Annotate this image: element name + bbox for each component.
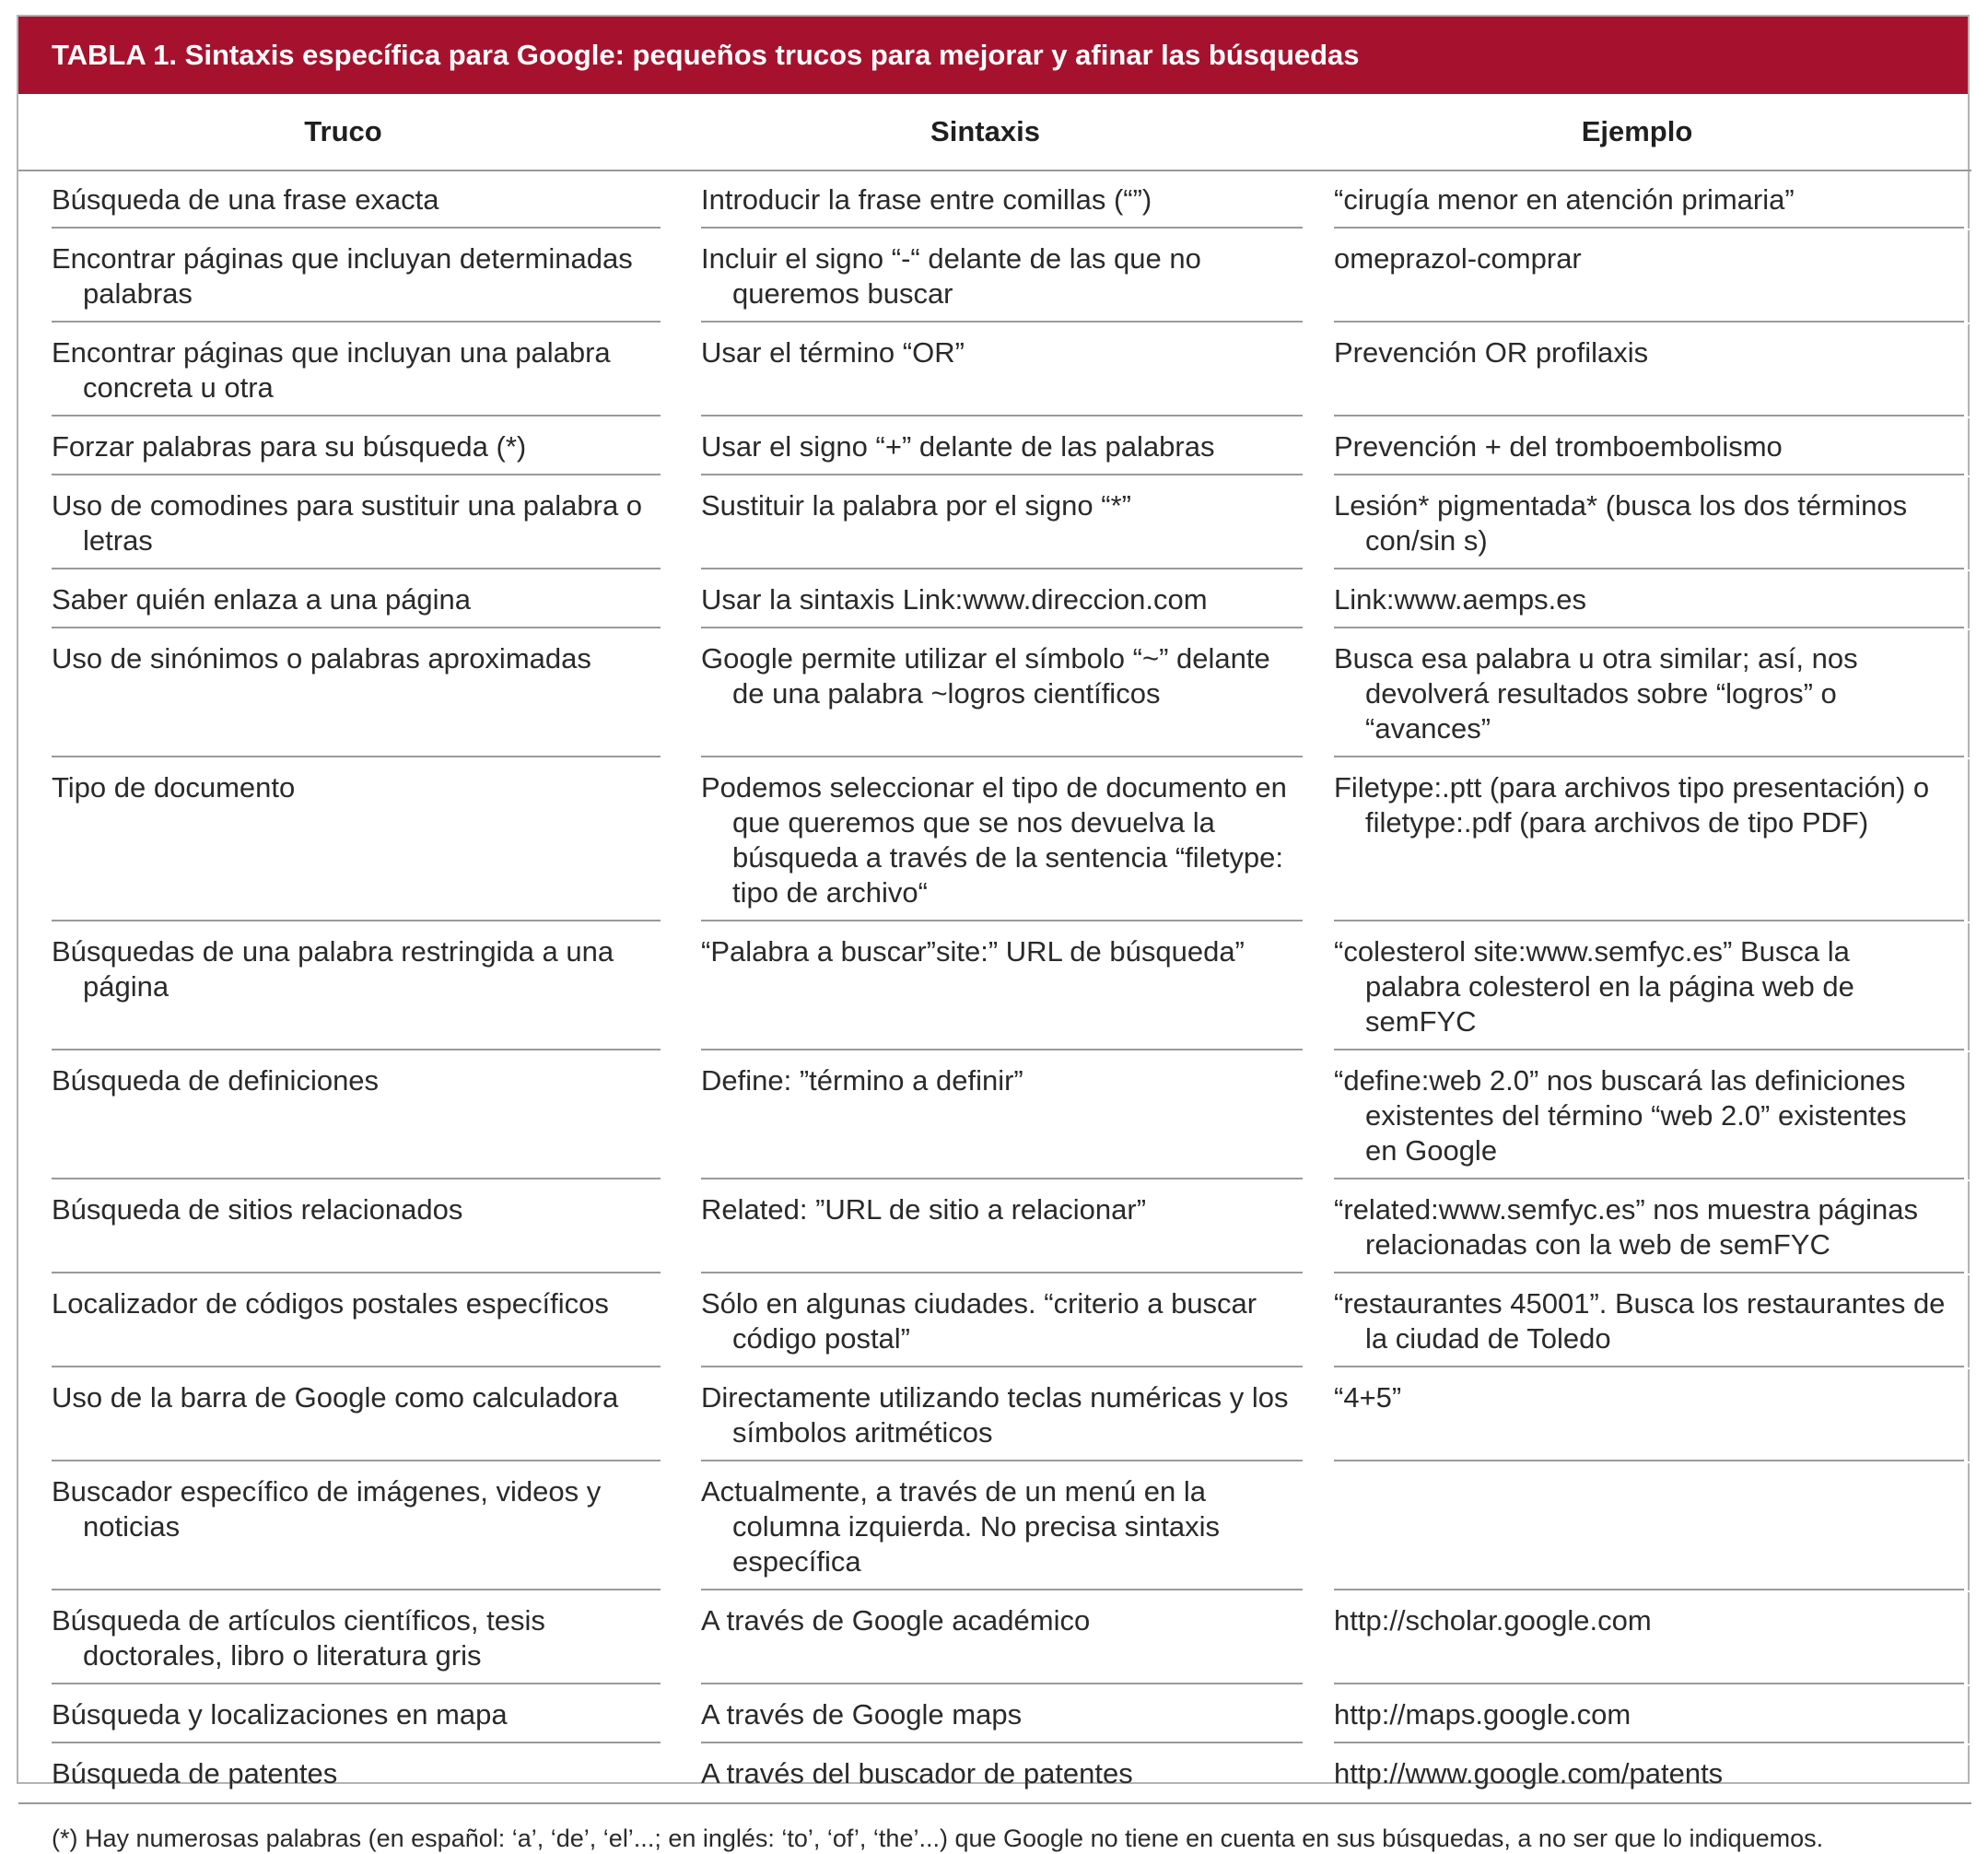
table-row	[18, 323, 1971, 417]
cell-truco-text: Buscador específico de imágenes, videos y noticias	[52, 1475, 602, 1543]
table-row	[18, 229, 1971, 323]
cell-sintaxis-text: Actualmente, a través de un menú en la columna izquierda. No precisa sintaxis específica	[701, 1475, 1220, 1578]
cell-sintaxis	[668, 1685, 1303, 1744]
cell-sintaxis	[668, 1180, 1303, 1274]
cell-sintaxis-text: Define: ”término a definir”	[701, 1064, 1023, 1097]
cell-truco-text: Búsquedas de una palabra restringida a una página	[52, 935, 614, 1003]
cell-sintaxis-text: Incluir el signo “-“ delante de las que no queremos buscar	[701, 242, 1201, 310]
table-row	[18, 1744, 1971, 1803]
cell-ejemplo-text: http://scholar.google.com	[1334, 1604, 1652, 1637]
cell-ejemplo	[1303, 1274, 1971, 1368]
cell-truco	[18, 417, 668, 476]
cell-ejemplo-text: omeprazol-comprar	[1334, 242, 1582, 275]
table-frame	[17, 15, 1970, 1852]
cell-truco	[18, 1051, 668, 1180]
cell-ejemplo-text: “4+5”	[1334, 1381, 1402, 1414]
table-body	[18, 170, 1971, 1803]
cell-sintaxis-text: A través de Google académico	[701, 1604, 1091, 1637]
cell-ejemplo	[1303, 1051, 1971, 1180]
cell-sintaxis-text: A través del buscador de patentes	[701, 1757, 1133, 1789]
cell-truco-text: Búsqueda y localizaciones en mapa	[52, 1698, 508, 1731]
cell-truco	[18, 323, 668, 417]
cell-truco	[18, 758, 668, 922]
cell-truco	[18, 629, 668, 758]
cell-truco-text: Búsqueda de patentes	[52, 1757, 338, 1789]
cell-truco	[18, 170, 668, 229]
cell-sintaxis-text: Related: ”URL de sitio a relacionar”	[701, 1193, 1147, 1226]
cell-truco-text: Búsqueda de una frase exacta	[52, 183, 439, 216]
cell-truco	[18, 570, 668, 629]
table-row	[18, 417, 1971, 476]
cell-truco-text: Tipo de documento	[52, 771, 296, 804]
cell-sintaxis	[668, 1368, 1303, 1462]
cell-sintaxis	[668, 922, 1303, 1051]
cell-truco-text: Encontrar páginas que incluyan una palabra concreta u otra	[52, 336, 611, 404]
cell-sintaxis	[668, 1274, 1303, 1368]
cell-sintaxis	[668, 417, 1303, 476]
header-ejemplo: Ejemplo	[1303, 94, 1971, 170]
cell-ejemplo	[1303, 229, 1971, 323]
header-truco: Truco	[18, 94, 668, 170]
cell-ejemplo-text: Busca esa palabra u otra similar; así, nos devolverá resultados sobre “logros” o “avances”	[1334, 642, 1858, 745]
table-row	[18, 1180, 1971, 1274]
cell-ejemplo	[1303, 1591, 1971, 1685]
cell-truco	[18, 229, 668, 323]
cell-sintaxis-text: Podemos seleccionar el tipo de documento en que queremos que se nos devuelva la búsqueda a través de la sentencia “filetype: tipo de archivo“	[701, 771, 1287, 909]
cell-sintaxis-text: Usar el término “OR”	[701, 336, 965, 369]
cell-truco-text: Saber quién enlaza a una página	[52, 583, 472, 616]
table-row	[18, 922, 1971, 1051]
cell-sintaxis-text: Directamente utilizando teclas numéricas y los símbolos aritméticos	[701, 1381, 1289, 1449]
cell-ejemplo-text: Prevención + del tromboembolismo	[1334, 430, 1783, 463]
cell-sintaxis-text: Sólo en algunas ciudades. “criterio a buscar código postal”	[701, 1287, 1257, 1355]
cell-ejemplo-text: Link:www.aemps.es	[1334, 583, 1586, 616]
table-row	[18, 170, 1971, 229]
cell-ejemplo-text: “colesterol site:www.semfyc.es” Busca la palabra colesterol en la página web de semFYC	[1334, 935, 1854, 1038]
table-row	[18, 1462, 1971, 1591]
cell-sintaxis-text: A través de Google maps	[701, 1698, 1023, 1731]
table-row	[18, 1685, 1971, 1744]
cell-ejemplo	[1303, 417, 1971, 476]
table-row	[18, 476, 1971, 570]
cell-ejemplo	[1303, 1180, 1971, 1274]
cell-truco-text: Uso de comodines para sustituir una palabra o letras	[52, 489, 643, 557]
table-row	[18, 629, 1971, 758]
cell-ejemplo	[1303, 323, 1971, 417]
cell-truco-text: Búsqueda de sitios relacionados	[52, 1193, 463, 1226]
table-row	[18, 758, 1971, 922]
cell-sintaxis	[668, 1744, 1303, 1803]
cell-sintaxis	[668, 323, 1303, 417]
cell-sintaxis	[668, 1051, 1303, 1180]
cell-sintaxis-text: Introducir la frase entre comillas (“”)	[701, 183, 1152, 216]
cell-sintaxis-text: Usar el signo “+” delante de las palabras	[701, 430, 1215, 463]
header-row	[18, 94, 1971, 170]
cell-ejemplo	[1303, 170, 1971, 229]
cell-ejemplo	[1303, 629, 1971, 758]
cell-ejemplo-text: “related:www.semfyc.es” nos muestra páginas relacionadas con la web de semFYC	[1334, 1193, 1919, 1261]
cell-truco	[18, 1462, 668, 1591]
cell-ejemplo	[1303, 570, 1971, 629]
table-area	[18, 94, 1968, 1854]
header-sintaxis: Sintaxis	[668, 94, 1303, 170]
cell-sintaxis	[668, 570, 1303, 629]
cell-truco-text: Uso de sinónimos o palabras aproximadas	[52, 642, 591, 675]
cell-sintaxis	[668, 629, 1303, 758]
cell-sintaxis	[668, 758, 1303, 922]
cell-truco	[18, 1274, 668, 1368]
cell-truco-text: Uso de la barra de Google como calculadora	[52, 1381, 619, 1414]
cell-sintaxis	[668, 229, 1303, 323]
cell-sintaxis	[668, 1591, 1303, 1685]
table-row	[18, 1368, 1971, 1462]
cell-truco	[18, 1744, 668, 1803]
cell-ejemplo-text: Prevención OR profilaxis	[1334, 336, 1649, 369]
cell-ejemplo-text: http://www.google.com/patents	[1334, 1757, 1724, 1789]
cell-sintaxis	[668, 1462, 1303, 1591]
table-row	[18, 1051, 1971, 1180]
cell-ejemplo-text: http://maps.google.com	[1334, 1698, 1631, 1731]
cell-truco	[18, 1685, 668, 1744]
cell-sintaxis	[668, 476, 1303, 570]
cell-truco-text: Forzar palabras para su búsqueda (*)	[52, 430, 527, 463]
cell-ejemplo-text: Lesión* pigmentada* (busca los dos términos con/sin s)	[1334, 489, 1908, 557]
cell-ejemplo	[1303, 476, 1971, 570]
syntax-table	[18, 94, 1971, 1804]
cell-ejemplo-text: “restaurantes 45001”. Busca los restaurantes de la ciudad de Toledo	[1334, 1287, 1946, 1355]
cell-ejemplo	[1303, 1744, 1971, 1803]
cell-truco-text: Búsqueda de artículos científicos, tesis doctorales, libro o literatura gris	[52, 1604, 545, 1672]
cell-ejemplo	[1303, 922, 1971, 1051]
table-row	[18, 570, 1971, 629]
cell-sintaxis	[668, 170, 1303, 229]
cell-truco	[18, 476, 668, 570]
cell-ejemplo-text: “cirugía menor en atención primaria”	[1334, 183, 1795, 216]
cell-sintaxis-text: Usar la sintaxis Link:www.direccion.com	[701, 583, 1208, 616]
table-row	[18, 1274, 1971, 1368]
cell-ejemplo	[1303, 758, 1971, 922]
cell-truco-text: Búsqueda de definiciones	[52, 1064, 380, 1097]
cell-sintaxis-text: “Palabra a buscar”site:” URL de búsqueda”	[701, 935, 1245, 968]
cell-truco	[18, 922, 668, 1051]
cell-ejemplo	[1303, 1462, 1971, 1591]
cell-ejemplo	[1303, 1368, 1971, 1462]
cell-sintaxis-text: Sustituir la palabra por el signo “*”	[701, 489, 1131, 522]
cell-ejemplo-text: “define:web 2.0” nos buscará las definiciones existentes del término “web 2.0” existentes en Google	[1334, 1064, 1907, 1167]
cell-truco	[18, 1368, 668, 1462]
cell-ejemplo	[1303, 1685, 1971, 1744]
cell-ejemplo-text: Filetype:.ptt (para archivos tipo presentación) o filetype:.pdf (para archivos de tipo PDF)	[1334, 771, 1930, 839]
table-row	[18, 1591, 1971, 1685]
cell-sintaxis-text: Google permite utilizar el símbolo “~” delante de una palabra ~logros científicos	[701, 642, 1270, 710]
table-title: TABLA 1. Sintaxis específica para Google: pequeños trucos para mejorar y afinar las búsquedas	[18, 17, 1968, 94]
cell-truco-text: Localizador de códigos postales específicos	[52, 1287, 609, 1320]
cell-truco	[18, 1591, 668, 1685]
cell-truco	[18, 1180, 668, 1274]
cell-truco-text: Encontrar páginas que incluyan determinadas palabras	[52, 242, 633, 310]
footnote: (*) Hay numerosas palabras (en español: ‘a’, ‘de’, ‘el’...; en inglés: ‘to’, ‘of’, ‘the’...) que Google no tiene en cuenta en sus búsquedas, a no ser que lo indiquemos.	[52, 1825, 1824, 1852]
